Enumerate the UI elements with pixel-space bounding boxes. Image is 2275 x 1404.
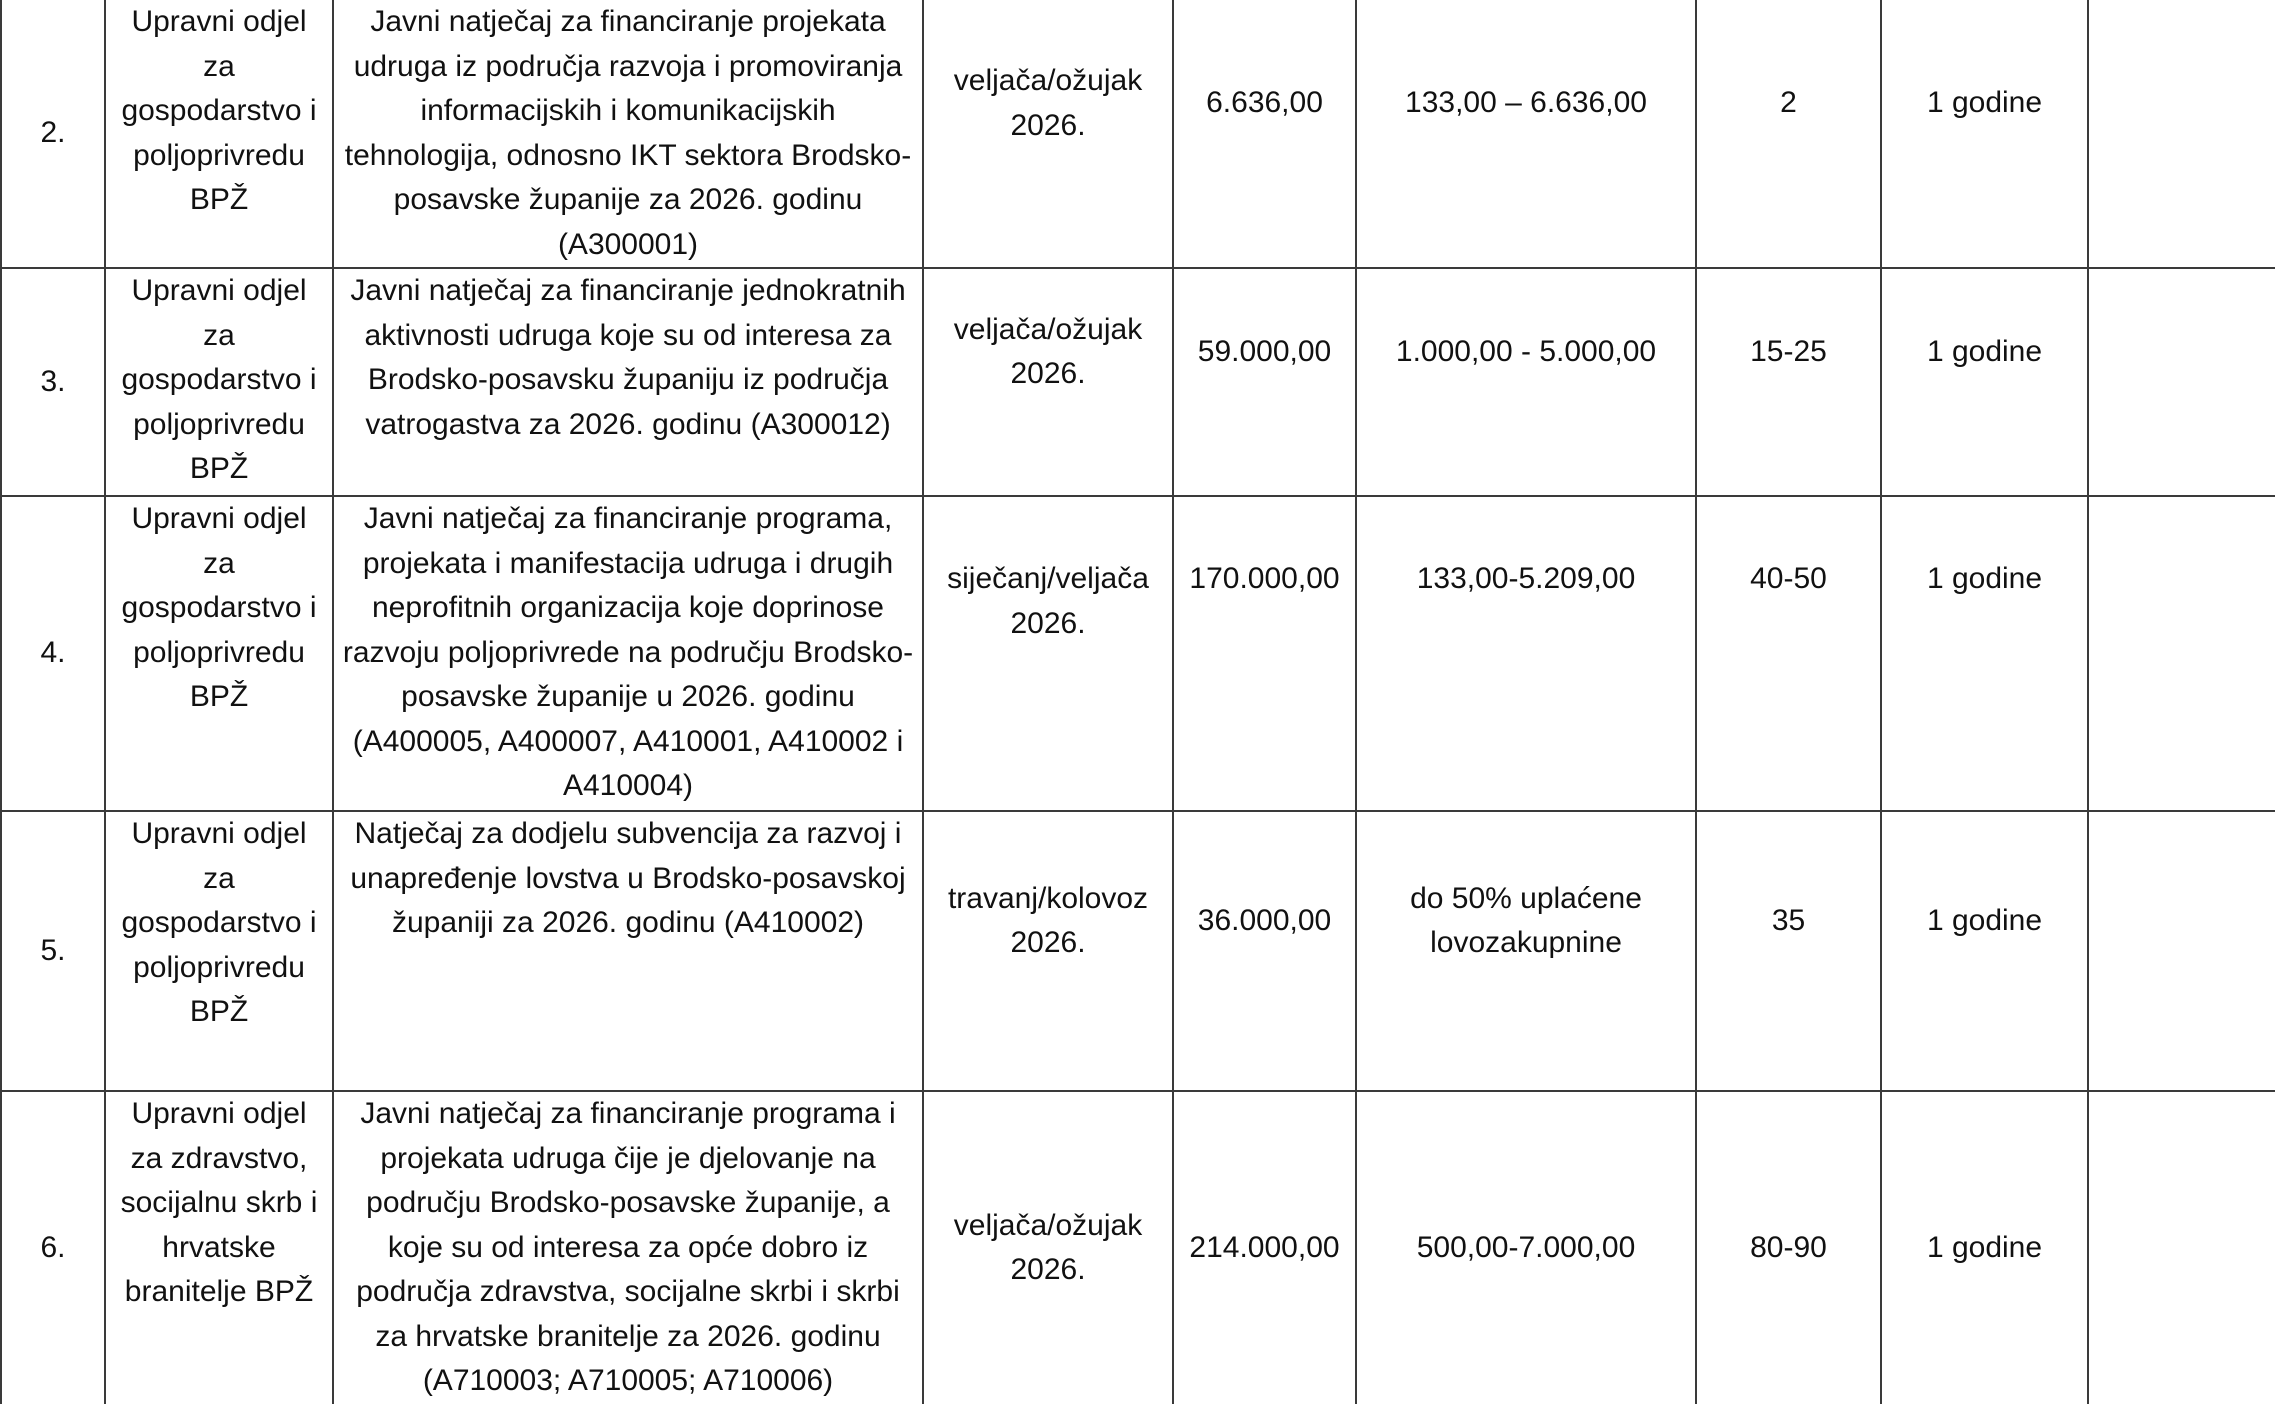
grant-count-cell: 40-50 — [1696, 496, 1881, 811]
period-cell: travanj/kolovoz 2026. — [923, 811, 1173, 1091]
amount-range-cell: 500,00-7.000,00 — [1356, 1091, 1696, 1404]
row-number: 3. — [1, 268, 105, 496]
amount-range-cell: 133,00-5.209,00 — [1356, 496, 1696, 811]
duration-cell: 1 godine — [1881, 496, 2088, 811]
extra-cell — [2088, 268, 2275, 496]
tender-title-cell: Javni natječaj za financiranje jednokratnih aktivnosti udruga koje su od interesa za Brodsko-posavsku županiju iz područja vatrogastva za 2026. godinu (A300012) — [333, 268, 923, 496]
tender-title-cell: Javni natječaj za financiranje programa, projekata i manifestacija udruga i drugih neprofitnih organizacija koje doprinose razvoju poljoprivrede na području Brodsko-posavske županije u 2026. godinu (A400005, A400007, A410001, A410002 i A410004) — [333, 496, 923, 811]
table-row — [1, 496, 2275, 811]
department-cell: Upravni odjel za gospodarstvo i poljoprivredu BPŽ — [105, 496, 333, 811]
amount-range-cell: 133,00 – 6.636,00 — [1356, 0, 1696, 268]
row-number: 4. — [1, 496, 105, 811]
table-row — [1, 0, 2275, 268]
table-row — [1, 811, 2275, 1091]
extra-cell — [2088, 496, 2275, 811]
grant-count-cell: 15-25 — [1696, 268, 1881, 496]
amount-range-cell: 1.000,00 - 5.000,00 — [1356, 268, 1696, 496]
duration-cell: 1 godine — [1881, 811, 2088, 1091]
period-cell: siječanj/veljača 2026. — [923, 496, 1173, 811]
department-cell: Upravni odjel za gospodarstvo i poljoprivredu BPŽ — [105, 811, 333, 1091]
tender-title-cell: Javni natječaj za financiranje programa i projekata udruga čije je djelovanje na području Brodsko-posavske županije, a koje su od interesa za opće dobro iz područja zdravstva, socijalne skrbi i skrbi za hrvatske branitelje za 2026. godinu (A710003; A710005; A710006) — [333, 1091, 923, 1404]
row-number: 6. — [1, 1091, 105, 1404]
total-amount-cell: 36.000,00 — [1173, 811, 1356, 1091]
duration-cell: 1 godine — [1881, 0, 2088, 268]
tender-title-cell: Natječaj za dodjelu subvencija za razvoj i unapređenje lovstva u Brodsko-posavskoj županiji za 2026. godinu (A410002) — [333, 811, 923, 1091]
duration-cell: 1 godine — [1881, 1091, 2088, 1404]
period-cell: veljača/ožujak 2026. — [923, 1091, 1173, 1404]
extra-cell — [2088, 0, 2275, 268]
row-number: 5. — [1, 811, 105, 1091]
department-cell: Upravni odjel za gospodarstvo i poljoprivredu BPŽ — [105, 268, 333, 496]
total-amount-cell: 170.000,00 — [1173, 496, 1356, 811]
total-amount-cell: 6.636,00 — [1173, 0, 1356, 268]
extra-cell — [2088, 811, 2275, 1091]
department-cell: Upravni odjel za gospodarstvo i poljoprivredu BPŽ — [105, 0, 333, 268]
table-row — [1, 268, 2275, 496]
tender-title-cell: Javni natječaj za financiranje projekata udruga iz područja razvoja i promoviranja informacijskih i komunikacijskih tehnologija, odnosno IKT sektora Brodsko-posavske županije za 2026. godinu (A300001) — [333, 0, 923, 268]
grant-count-cell: 2 — [1696, 0, 1881, 268]
department-cell: Upravni odjel za zdravstvo, socijalnu skrb i hrvatske branitelje BPŽ — [105, 1091, 333, 1404]
period-cell: veljača/ožujak 2026. — [923, 268, 1173, 496]
grant-count-cell: 80-90 — [1696, 1091, 1881, 1404]
table-row — [1, 1091, 2275, 1404]
amount-range-cell: do 50% uplaćene lovozakupnine — [1356, 811, 1696, 1091]
total-amount-cell: 214.000,00 — [1173, 1091, 1356, 1404]
period-cell: veljača/ožujak 2026. — [923, 0, 1173, 268]
extra-cell — [2088, 1091, 2275, 1404]
row-number: 2. — [1, 0, 105, 268]
duration-cell: 1 godine — [1881, 268, 2088, 496]
total-amount-cell: 59.000,00 — [1173, 268, 1356, 496]
grant-count-cell: 35 — [1696, 811, 1881, 1091]
